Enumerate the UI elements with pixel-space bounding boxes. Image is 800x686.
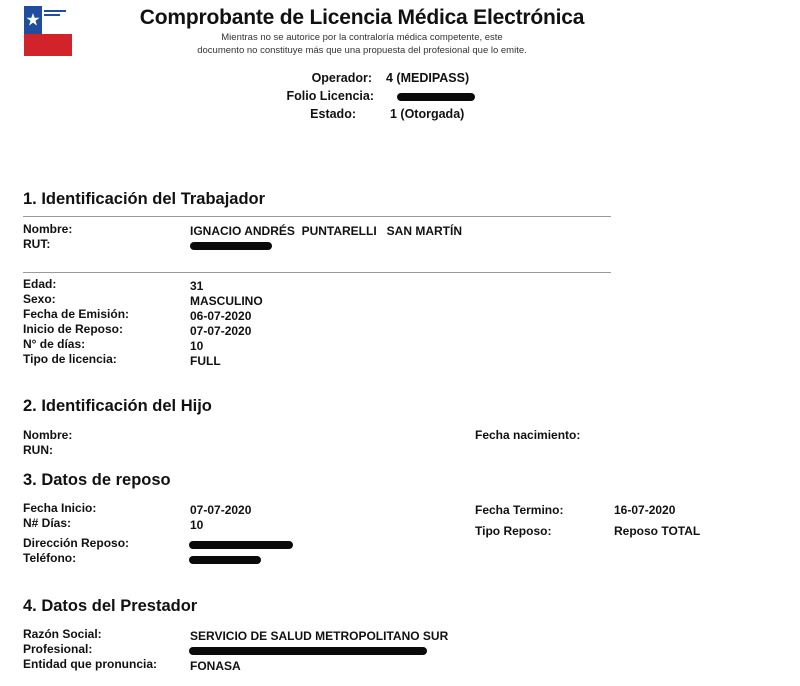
fecha-inicio-value: 07-07-2020 — [190, 503, 252, 517]
razon-social-label: Razón Social: — [23, 627, 102, 641]
fecha-termino-label: Fecha Termino: — [475, 503, 564, 517]
reposo-dias-label: N# Días: — [23, 516, 72, 530]
hijo-run-label: RUN: — [23, 443, 53, 457]
num-dias-label: N° de días: — [23, 337, 86, 351]
profesional-label: Profesional: — [23, 642, 93, 656]
fecha-emision-label: Fecha de Emisión: — [23, 307, 130, 321]
folio-redacted — [397, 93, 475, 101]
document-title: Comprobante de Licencia Médica Electrónica — [139, 6, 585, 29]
divider — [23, 272, 611, 273]
section-reposo-title: 3. Datos de reposo — [23, 471, 171, 489]
section-trabajador-title: 1. Identificación del Trabajador — [23, 190, 266, 208]
entidad-value: FONASA — [190, 659, 241, 673]
fecha-inicio-label: Fecha Inicio: — [23, 501, 97, 515]
edad-label: Edad: — [23, 277, 57, 291]
telefono-label: Teléfono: — [23, 551, 77, 565]
tipo-licencia-value: FULL — [190, 354, 221, 368]
nombre-label: Nombre: — [23, 222, 73, 236]
divider — [23, 216, 611, 217]
estado-value: 1 (Otorgada) — [390, 107, 465, 121]
fecha-termino-value: 16-07-2020 — [614, 503, 676, 517]
entidad-label: Entidad que pronuncia: — [23, 657, 157, 671]
section-hijo-title: 2. Identificación del Hijo — [23, 397, 212, 415]
operador-value: 4 (MEDIPASS) — [386, 71, 470, 85]
tipo-reposo-label: Tipo Reposo: — [475, 524, 552, 538]
nombre-value: IGNACIO ANDRÉS PUNTARELLI SAN MARTÍN — [190, 224, 462, 238]
sexo-label: Sexo: — [23, 292, 56, 306]
num-dias-value: 10 — [190, 339, 204, 353]
tipo-reposo-value: Reposo TOTAL — [614, 524, 701, 538]
profesional-redacted — [189, 647, 427, 655]
edad-value: 31 — [190, 279, 204, 293]
razon-social-value: SERVICIO DE SALUD METROPOLITANO SUR — [190, 629, 449, 643]
hijo-nombre-label: Nombre: — [23, 428, 73, 442]
fecha-emision-value: 06-07-2020 — [190, 309, 252, 323]
telefono-redacted — [189, 556, 261, 564]
sexo-value: MASCULINO — [190, 294, 263, 308]
rut-label: RUT: — [23, 237, 51, 251]
hijo-fecha-nacimiento-label: Fecha nacimiento: — [475, 428, 581, 442]
disclaimer-line-2: documento no constituye más que una propuesta del profesional que lo emite. — [197, 45, 527, 56]
direccion-reposo-label: Dirección Reposo: — [23, 536, 130, 550]
folio-label: Folio Licencia: — [286, 89, 374, 103]
estado-label: Estado: — [310, 107, 356, 121]
rut-redacted — [190, 242, 272, 250]
direccion-redacted — [189, 541, 293, 549]
inicio-reposo-value: 07-07-2020 — [190, 324, 252, 338]
disclaimer-line-1: Mientras no se autorice por la contraloría médica competente, este — [221, 32, 503, 43]
section-prestador-title: 4. Datos del Prestador — [23, 597, 198, 615]
reposo-dias-value: 10 — [190, 518, 204, 532]
tipo-licencia-label: Tipo de licencia: — [23, 352, 117, 366]
inicio-reposo-label: Inicio de Reposo: — [23, 322, 124, 336]
operador-label: Operador: — [311, 71, 372, 85]
